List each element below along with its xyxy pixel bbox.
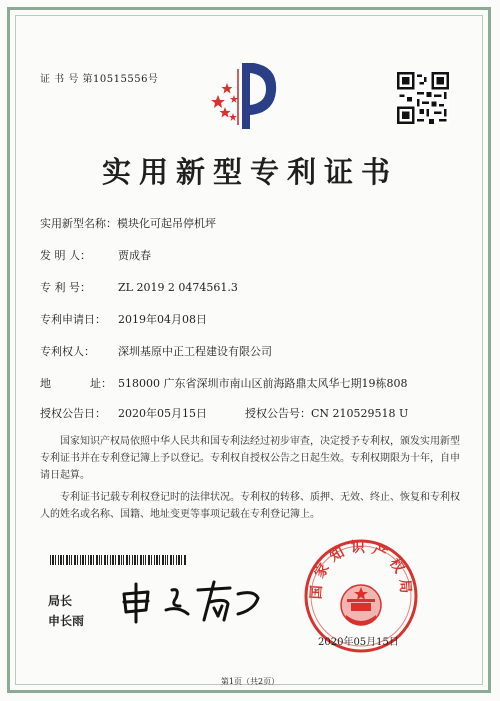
handwritten-signature-icon <box>118 580 268 625</box>
utility-model-name-label: 实用新型名称： <box>40 217 117 230</box>
page-number: 第1页（共2页） <box>220 677 280 686</box>
svg-text:国家知识产权局: 国家知识产权局 <box>308 540 414 600</box>
address-row <box>40 375 407 391</box>
grant-number-label: 授权公告号： <box>245 407 311 420</box>
patent-number-label: 专 利 号： <box>40 281 91 294</box>
certificate-number: 证 书 号 第10515556号 <box>40 74 159 85</box>
patentee-value: 深圳基原中正工程建设有限公司 <box>118 345 272 358</box>
address-label: 地 <box>40 377 51 390</box>
patentee-row <box>40 343 272 359</box>
utility-model-name-row <box>40 215 216 231</box>
grant-date-value: 2020年05月15日 <box>118 407 207 420</box>
patent-number-row <box>40 279 238 295</box>
grant-date-row <box>40 405 207 421</box>
inventor-label: 发 明 人： <box>40 249 91 262</box>
cnipa-logo-icon <box>204 55 284 135</box>
filing-date-row <box>40 311 207 327</box>
barcode-icon <box>50 555 186 565</box>
address-value: 518000 广东省深圳市南山区前海路鼎太风华七期19栋808 <box>118 377 408 390</box>
inventor-row <box>40 247 151 263</box>
legal-status-paragraph: 专利证书记载专利权登记时的法律状况。专利权的转移、质押、无效、终止、恢复和专利权人的姓名或名称、国籍、地址变更等事项记载在专利登记簿上。 <box>40 492 460 520</box>
inventor-value: 贾成春 <box>118 249 151 262</box>
qr-code-icon <box>397 72 449 124</box>
filing-date-value: 2019年04月08日 <box>118 313 207 326</box>
seal-date: 2020年05月15日 <box>318 637 399 648</box>
signer-title: 局长 <box>48 594 73 608</box>
patentee-label: 专利权人： <box>40 345 95 358</box>
grant-date-label: 授权公告日： <box>40 407 106 420</box>
address-label-suffix: 址： <box>90 377 112 390</box>
signer-name: 申长雨 <box>48 614 85 628</box>
grant-statement-paragraph: 国家知识产权局依照中华人民共和国专利法经过初步审查，决定授予专利权，颁发实用新型专利证书并在专利登记簿上予以登记。专利权自授权公告之日起生效。专利权期限为十年，自申请日起算。 <box>40 436 460 481</box>
grant-number-value: CN 210529518 U <box>311 407 409 420</box>
certificate-title: 实用新型专利证书 <box>101 155 398 189</box>
patent-number-value: ZL 2019 2 0474561.3 <box>118 281 238 294</box>
utility-model-name-value: 模块化可起吊停机坪 <box>117 217 216 230</box>
grant-number-row <box>245 405 408 421</box>
filing-date-label: 专利申请日： <box>40 313 106 326</box>
